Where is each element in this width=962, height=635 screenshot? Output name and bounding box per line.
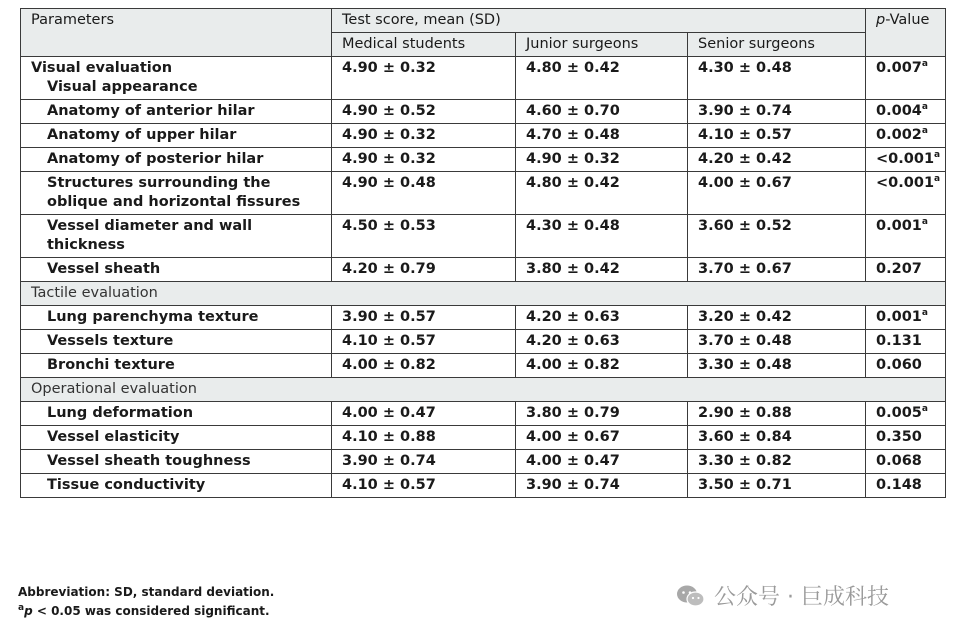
p-value: 0.148	[876, 477, 922, 493]
operational-section-title: Operational evaluation	[21, 378, 946, 402]
row-label: Tissue conductivity	[21, 474, 332, 498]
cell-junior: 4.30 ± 0.48	[516, 215, 688, 258]
cell-medical: 4.10 ± 0.57	[332, 330, 516, 354]
table-row	[21, 306, 946, 330]
table-row	[21, 148, 946, 172]
cell-junior: 4.00 ± 0.82	[516, 354, 688, 378]
footnote-abbreviation: Abbreviation: SD, standard deviation.	[18, 585, 275, 599]
significance-marker: a	[921, 308, 928, 319]
cell-junior: 3.80 ± 0.42	[516, 258, 688, 282]
cell-senior: 4.00 ± 0.67	[688, 172, 866, 215]
p-value: 0.007	[876, 60, 922, 76]
table-row	[21, 57, 946, 100]
cell-p-value	[866, 57, 946, 100]
cell-medical: 4.10 ± 0.57	[332, 474, 516, 498]
cell-senior: 2.90 ± 0.88	[688, 402, 866, 426]
significance-marker: a	[921, 59, 928, 70]
cell-p-value	[866, 450, 946, 474]
cell-p-value	[866, 426, 946, 450]
p-value: <0.001	[876, 175, 935, 191]
cell-p-value	[866, 100, 946, 124]
cell-medical: 4.50 ± 0.53	[332, 215, 516, 258]
cell-medical: 4.90 ± 0.32	[332, 57, 516, 100]
row-label: Vessel sheath	[21, 258, 332, 282]
wechat-icon	[676, 584, 706, 608]
visual-section-title: Visual evaluation	[31, 60, 173, 76]
cell-senior: 3.60 ± 0.84	[688, 426, 866, 450]
p-value: 0.001	[876, 218, 922, 234]
cell-senior: 3.60 ± 0.52	[688, 215, 866, 258]
cell-senior: 3.30 ± 0.82	[688, 450, 866, 474]
row-label: Anatomy of posterior hilar	[21, 148, 332, 172]
header-row	[21, 9, 946, 33]
table-row	[21, 100, 946, 124]
table-row	[21, 215, 946, 258]
cell-senior: 3.30 ± 0.48	[688, 354, 866, 378]
p-value: 0.001	[876, 309, 922, 325]
watermark	[676, 580, 889, 611]
cell-junior: 4.80 ± 0.42	[516, 172, 688, 215]
cell-senior: 4.30 ± 0.48	[688, 57, 866, 100]
table-row	[21, 124, 946, 148]
cell-junior: 4.20 ± 0.63	[516, 306, 688, 330]
cell-senior: 3.70 ± 0.67	[688, 258, 866, 282]
row-label: Lung deformation	[21, 402, 332, 426]
cell-junior: 4.00 ± 0.67	[516, 426, 688, 450]
table-row	[21, 330, 946, 354]
table-row	[21, 354, 946, 378]
header-p-italic: p	[876, 12, 886, 28]
p-value: 0.005	[876, 405, 922, 421]
row-label: Vessels texture	[21, 330, 332, 354]
table-row	[21, 258, 946, 282]
significance-marker: a	[921, 404, 928, 415]
row-label: Visual appearance	[47, 79, 198, 95]
cell-junior: 4.60 ± 0.70	[516, 100, 688, 124]
row-label: Anatomy of upper hilar	[21, 124, 332, 148]
header-senior: Senior surgeons	[688, 33, 866, 57]
cell-junior: 3.80 ± 0.79	[516, 402, 688, 426]
row-label: Anatomy of anterior hilar	[21, 100, 332, 124]
footnote-text: < 0.05 was considered significant.	[32, 604, 270, 618]
table-row	[21, 172, 946, 215]
cell-junior: 4.80 ± 0.42	[516, 57, 688, 100]
cell-senior: 3.20 ± 0.42	[688, 306, 866, 330]
cell-junior: 4.00 ± 0.47	[516, 450, 688, 474]
row-label: Vessel diameter and wall thickness	[21, 215, 332, 258]
footnote-significance	[18, 604, 270, 618]
header-junior: Junior surgeons	[516, 33, 688, 57]
row-label: Lung parenchyma texture	[21, 306, 332, 330]
footnote-p: p	[24, 604, 33, 618]
cell-medical: 4.00 ± 0.47	[332, 402, 516, 426]
cell-medical: 4.90 ± 0.32	[332, 148, 516, 172]
cell-junior: 3.90 ± 0.74	[516, 474, 688, 498]
p-value: 0.060	[876, 357, 922, 373]
cell-medical: 4.00 ± 0.82	[332, 354, 516, 378]
table-row	[21, 450, 946, 474]
p-value: 0.207	[876, 261, 922, 277]
cell-p-value	[866, 215, 946, 258]
p-value: 0.004	[876, 103, 922, 119]
cell-senior: 3.50 ± 0.71	[688, 474, 866, 498]
significance-marker: a	[934, 174, 941, 185]
operational-section-row	[21, 378, 946, 402]
cell-senior: 3.90 ± 0.74	[688, 100, 866, 124]
row-label: Bronchi texture	[21, 354, 332, 378]
tactile-section-title: Tactile evaluation	[21, 282, 946, 306]
header-p-rest: -Value	[885, 12, 930, 28]
tactile-section-row	[21, 282, 946, 306]
significance-marker: a	[921, 102, 928, 113]
cell-p-value	[866, 354, 946, 378]
cell-senior: 3.70 ± 0.48	[688, 330, 866, 354]
cell-senior: 4.10 ± 0.57	[688, 124, 866, 148]
cell-p-value	[866, 124, 946, 148]
cell-p-value	[866, 148, 946, 172]
p-value: <0.001	[876, 151, 935, 167]
cell-p-value	[866, 474, 946, 498]
cell-junior: 4.90 ± 0.32	[516, 148, 688, 172]
cell-medical: 4.10 ± 0.88	[332, 426, 516, 450]
results-table	[20, 8, 946, 498]
cell-medical: 4.90 ± 0.52	[332, 100, 516, 124]
row-label: Structures surrounding the oblique and horizontal fissures	[21, 172, 332, 215]
cell-junior: 4.70 ± 0.48	[516, 124, 688, 148]
p-value: 0.350	[876, 429, 922, 445]
significance-marker: a	[921, 126, 928, 137]
cell-p-value	[866, 402, 946, 426]
header-p-value	[866, 9, 946, 57]
cell-p-value	[866, 172, 946, 215]
watermark-text: 公众号 · 巨成科技	[714, 585, 889, 610]
cell-p-value	[866, 258, 946, 282]
significance-marker: a	[934, 150, 941, 161]
p-value: 0.068	[876, 453, 922, 469]
header-test-score: Test score, mean (SD)	[332, 9, 866, 33]
cell-medical: 4.20 ± 0.79	[332, 258, 516, 282]
cell-medical: 3.90 ± 0.74	[332, 450, 516, 474]
header-medical: Medical students	[332, 33, 516, 57]
table-row	[21, 426, 946, 450]
cell-medical: 3.90 ± 0.57	[332, 306, 516, 330]
row-label: Vessel elasticity	[21, 426, 332, 450]
cell-p-value	[866, 306, 946, 330]
table-row	[21, 474, 946, 498]
cell-p-value	[866, 330, 946, 354]
p-value: 0.002	[876, 127, 922, 143]
cell-junior: 4.20 ± 0.63	[516, 330, 688, 354]
header-parameters: Parameters	[21, 9, 332, 57]
table-row	[21, 402, 946, 426]
p-value: 0.131	[876, 333, 922, 349]
cell-medical: 4.90 ± 0.32	[332, 124, 516, 148]
cell-medical: 4.90 ± 0.48	[332, 172, 516, 215]
row-label: Vessel sheath toughness	[21, 450, 332, 474]
row-label-cell	[21, 57, 332, 100]
cell-senior: 4.20 ± 0.42	[688, 148, 866, 172]
significance-marker: a	[921, 217, 928, 228]
footnote-marker: a	[18, 603, 25, 613]
